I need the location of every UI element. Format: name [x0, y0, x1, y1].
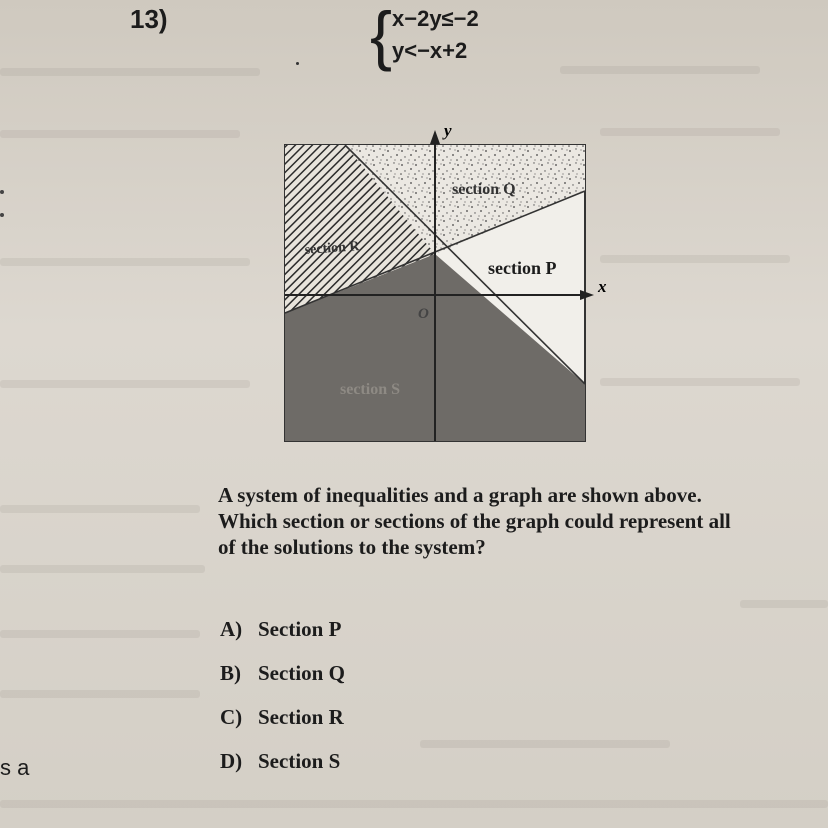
- choice-c[interactable]: [220, 705, 344, 730]
- choice-letter: B): [220, 661, 241, 685]
- inequality-system: [370, 2, 570, 72]
- choice-text: Section Q: [258, 661, 345, 685]
- inequality-graph: [260, 120, 607, 460]
- choice-text: Section R: [258, 705, 344, 729]
- choice-letter: C): [220, 705, 243, 729]
- section-r-label: section R: [304, 239, 360, 258]
- inequality-2: y<−x+2: [392, 38, 468, 63]
- x-axis-label: x: [598, 277, 607, 296]
- margin-mark: [0, 190, 4, 194]
- choice-b[interactable]: [220, 661, 345, 686]
- choice-text: Section P: [258, 617, 342, 641]
- inequality-1: x−2y≤−2: [392, 6, 479, 31]
- choice-text: Section S: [258, 749, 341, 773]
- margin-text: s a: [0, 755, 30, 780]
- choice-a[interactable]: [220, 617, 341, 642]
- choice-d[interactable]: [220, 749, 340, 774]
- question-prompt: A system of inequalities and a graph are shown above. Which section or sections of the graph could represent all of the solutions to the system?: [218, 483, 731, 559]
- y-axis-arrow: [430, 130, 440, 144]
- x-axis-arrow: [580, 290, 594, 300]
- brace-symbol: {: [370, 0, 393, 72]
- section-q-label: section Q: [452, 181, 516, 198]
- origin-label: O: [418, 306, 429, 322]
- question-number: 13): [130, 4, 168, 34]
- stray-dot: [296, 62, 299, 65]
- margin-mark: [0, 213, 4, 217]
- y-axis-label: y: [444, 121, 452, 140]
- section-s-label: section S: [340, 381, 400, 398]
- choice-letter: D): [220, 749, 243, 773]
- choice-letter: A): [220, 617, 243, 641]
- section-p-label: section P: [488, 258, 557, 278]
